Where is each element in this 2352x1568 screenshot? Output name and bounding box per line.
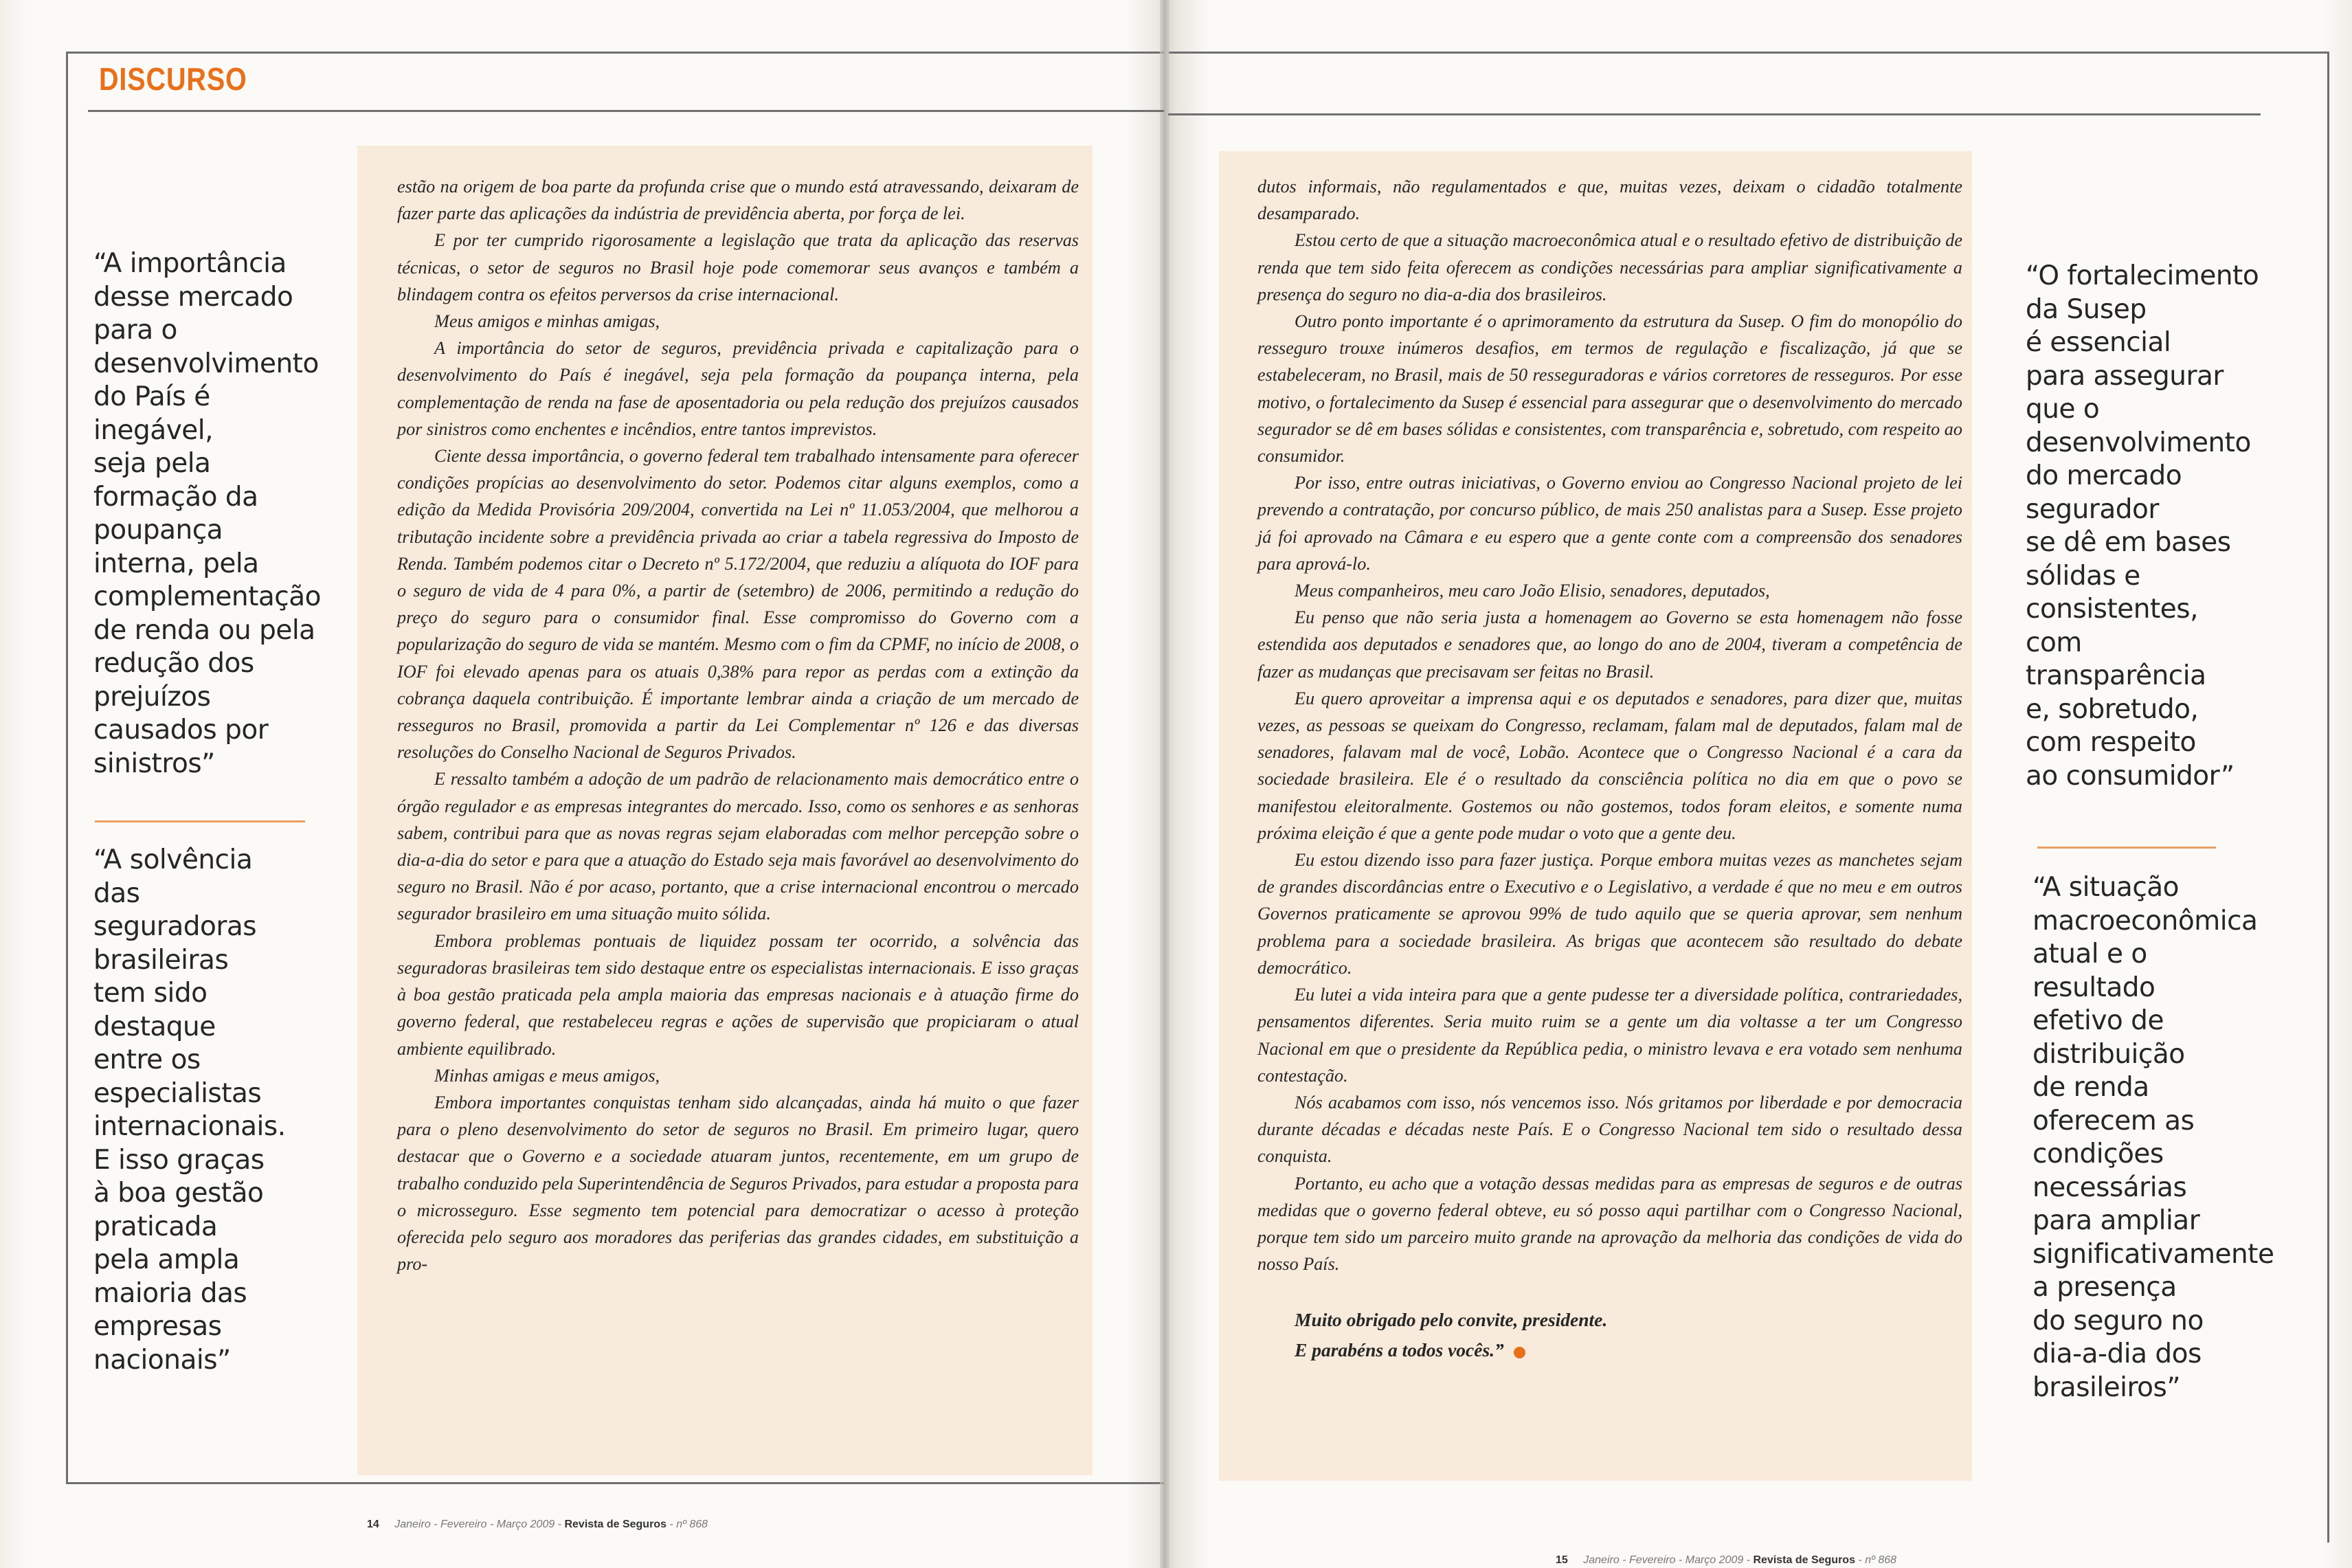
quote-line: com respeito <box>2026 727 2196 758</box>
quote-line: brasileiros” <box>2032 1371 2181 1403</box>
article-paragraph: Embora importantes conquistas tenham sido alcançadas, ainda há muito o que fazer para o pleno desenvolvimento do setor de seguros no Brasil. Em primeiro lugar, quero destacar que o Governo e a sociedade atuaram juntos, recentemente, em um grupo de trabalho conduzido pela Superintendência de Seguros Privados, para estudar a proposta para o microsseguro. Esse segmento tem potencial para democratizar o acesso à proteção oferecida pelo seguro aos moradores das periferias das grandes cidades, em substituição a pro- <box>397 1092 1079 1275</box>
article-paragraph: Eu lutei a vida inteira para que a gente pudesse ter a diversidade política, contrariedades, pensamentos diferentes. Seria muito ruim se a gente um dia voltasse a ter um Congresso Nacional em que o presidente da República pedia, o ministro levava e era votado sem nenhuma contestação. <box>1257 985 1962 1086</box>
quote-line: destaque <box>93 1011 216 1042</box>
quote-line: a presença <box>2032 1272 2177 1303</box>
quote-line: praticada <box>93 1211 218 1242</box>
quote-line: do seguro no <box>2032 1305 2204 1336</box>
footer-left <box>367 1519 708 1531</box>
article-paragraph: Ciente dessa importância, o governo federal tem trabalhado intensamente para oferecer condições propícias ao desenvolvimento do setor. Podemos citar alguns exemplos, como a edição da Medida Provisória 209/2004, convertida na Lei nº 11.053/2004, que melhorou a tributação incidente sobre a previdência privada ao criar a tabela regressiva do Imposto de Renda. Também podemos citar o Decreto nº 5.172/2004, que reduziu a alíquota do IOF para o seguro de vida de 4 para 0%, a partir de (setembro) de 2006, permitindo a redução do preço do seguro para o consumidor final. Esse compromisso do Governo com a popularização do seguro de vida se mantém. Mesmo com o fim da CPMF, no início de 2008, o IOF foi elevado apenas para os atuais 0,38% para repor as perdas com a extinção da cobrança daquela contribuição. É importante lembrar ainda a criação de um mercado de resseguros no Brasil, promovida a partir da Lei Complementar nº 126 e das diversas resoluções do Conselho Nacional de Seguros Privados. <box>397 446 1079 763</box>
quote-line: especialistas <box>93 1077 262 1109</box>
quote-divider-right <box>2037 847 2216 849</box>
footer-right <box>1556 1554 1896 1567</box>
closing-line-1: Muito obrigado pelo convite, presidente. <box>1295 1309 1608 1331</box>
page-number-left: 14 <box>367 1519 379 1530</box>
quote-line: seja pela <box>93 448 211 479</box>
article-paragraph: Portanto, eu acho que a votação dessas medidas para as empresas de seguros e de outras medidas que o governo federal obteve, eu só posso aqui partilhar com o Congresso Nacional, porque tem sido um parceiro muito grande na aprovação da melhoria das condições de vida do nosso País. <box>1257 1173 1962 1275</box>
quote-line: “A situação <box>2032 872 2180 903</box>
article-paragraph: Eu estou dizendo isso para fazer justiça. Porque embora muitas vezes as manchetes sejam de grandes discordâncias entre o Executivo e o Legislativo, a verdade é que no meu e em outros Governos praticamente se aprovou 99% de tudo aquilo que se queria aprovar, sem nenhum problema para a sociedade brasileira. As brigas que acontecem são resultado do debate democrático. <box>1257 850 1962 978</box>
quote-line: de renda <box>2032 1072 2149 1103</box>
quote-line: poupança <box>93 515 223 546</box>
article-paragraph: Por isso, entre outras iniciativas, o Governo enviou ao Congresso Nacional projeto de lei prevendo a contratação, por concurso público, de mais 250 analistas para a Susep. Esse projeto já foi aprovado na Câmara e eu espero que a gente conte com a compreensão dos senadores para aprová-lo. <box>1257 473 1962 574</box>
quote-line: e, sobretudo, <box>2026 693 2199 725</box>
article-paragraph: Embora problemas pontuais de liquidez possam ter ocorrido, a solvência das seguradoras brasileiras tem sido destaque entre os especialistas internacionais. E isso graças à boa gestão praticada pela ampla maioria das empresas nacionais e à atuação firme do governo federal, que restabeleceu regras e ações de supervisão que propiciaram o atual ambiente equilibrado. <box>397 930 1079 1059</box>
quote-line: maioria das <box>93 1277 247 1309</box>
article-paragraph: Meus amigos e minhas amigas, <box>434 311 660 332</box>
quote-line: brasileiras <box>93 944 229 976</box>
quote-line: desenvolvimento <box>93 348 319 379</box>
article-paragraph: Meus companheiros, meu caro João Elisio, senadores, deputados, <box>1295 581 1770 601</box>
quote-line: para ampliar <box>2032 1205 2200 1236</box>
quote-line: transparência <box>2026 660 2206 691</box>
quote-line: nacionais” <box>93 1344 231 1376</box>
page-number-right: 15 <box>1556 1554 1568 1566</box>
quote-line: entre os <box>93 1044 201 1075</box>
quote-line: do mercado <box>2026 460 2182 491</box>
quote-line: das <box>93 877 140 909</box>
quote-line: significativamente <box>2032 1238 2274 1270</box>
article-paragraph: E por ter cumprido rigorosamente a legislação que trata da aplicação das reservas técnicas, o setor de seguros no Brasil hoje pode comemorar seus avanços e também a blindagem contra os efeitos perversos da crise internacional. <box>397 230 1079 304</box>
quote-line: ao consumidor” <box>2026 760 2235 792</box>
footer-left-date: Janeiro - Fevereiro - Março 2009 - <box>394 1519 562 1530</box>
footer-right-issue: - nº 868 <box>1858 1554 1897 1566</box>
quote-line: internacionais. <box>93 1111 286 1142</box>
quote-line: sólidas e <box>2026 560 2140 592</box>
pull-quote-susep <box>2026 260 2314 793</box>
header-rule-left <box>88 110 1164 112</box>
quote-line: efetivo de <box>2032 1005 2164 1036</box>
quote-line: formação da <box>93 481 258 513</box>
article-column-right <box>1257 173 1962 1365</box>
quote-line: sinistros” <box>93 748 215 779</box>
quote-line: interna, pela <box>93 548 259 579</box>
quote-line: E isso graças <box>93 1144 265 1176</box>
quote-line: da Susep <box>2026 293 2147 325</box>
quote-line: desse mercado <box>93 281 293 313</box>
quote-line: resultado <box>2032 972 2155 1003</box>
quote-line: inegável, <box>93 414 214 446</box>
quote-line: desenvolvimento <box>2026 427 2251 458</box>
pull-quote-macroeconomic <box>2032 871 2321 1404</box>
quote-line: com <box>2026 627 2082 658</box>
quote-line: que o <box>2026 394 2100 425</box>
article-paragraph: Eu quero aproveitar a imprensa aqui e os deputados e senadores, para dizer que, muitas vezes, as pessoas se queixam do Congresso, reclamam, falam mal de deputados, falam mal de senadores, falavam mal de você, Lobão. Acontece que o Congresso Nacional é a cara da sociedade brasileira. Ele é o resultado da consciência política no dia em que o povo se manifestou eleitoralmente. Gostemos ou não gostemos, todos foram eleitos, e somente numa próxima eleição é que a gente pode mudar o voto que a gente deu. <box>1257 688 1962 843</box>
article-column-left <box>397 173 1079 1277</box>
end-bullet-icon <box>1514 1347 1525 1358</box>
quote-line: segurador <box>2026 493 2159 525</box>
quote-line: para assegurar <box>2026 360 2224 392</box>
quote-line: de renda ou pela <box>93 614 315 646</box>
closing-remarks <box>1257 1305 1962 1365</box>
quote-line: do País é <box>93 381 210 412</box>
article-paragraph: Minhas amigas e meus amigos, <box>434 1065 660 1086</box>
quote-line: “A importância <box>93 248 287 279</box>
footer-right-date: Janeiro - Fevereiro - Março 2009 - <box>1583 1554 1751 1566</box>
article-paragraph: dutos informais, não regulamentados e que, muitas vezes, deixam o cidadão totalmente desamparado. <box>1257 177 1962 224</box>
quote-divider-left <box>95 820 305 822</box>
footer-left-magazine: Revista de Seguros <box>564 1519 667 1530</box>
quote-line: “O fortalecimento <box>2026 260 2259 291</box>
quote-line: se dê em bases <box>2026 527 2231 558</box>
quote-line: para o <box>93 315 177 346</box>
quote-line: necessárias <box>2032 1172 2187 1203</box>
section-label: DISCURSO <box>99 61 247 97</box>
quote-line: causados por <box>93 715 269 746</box>
quote-line: consistentes, <box>2026 594 2198 625</box>
article-paragraph: Nós acabamos com isso, nós vencemos isso. Nós gritamos por liberdade e por democracia durante décadas e décadas neste País. E o Congresso Nacional tem sido o resultado dessa conquista. <box>1257 1092 1962 1167</box>
quote-line: dia-a-dia dos <box>2032 1339 2202 1369</box>
quote-line: pela ampla <box>93 1244 240 1275</box>
quote-line: complementação <box>93 581 321 612</box>
footer-left-issue: - nº 868 <box>669 1519 708 1530</box>
quote-line: atual e o <box>2032 939 2147 970</box>
quote-line: redução dos <box>93 648 254 679</box>
article-paragraph: estão na origem de boa parte da profunda crise que o mundo está atravessando, deixaram de fazer parte das aplicações da indústria de previdência aberta, por força de lei. <box>397 177 1079 224</box>
article-column-right-body <box>1257 173 1962 1277</box>
quote-line: oferecem as <box>2032 1105 2195 1136</box>
quote-line: é essencial <box>2026 327 2171 358</box>
quote-line: empresas <box>93 1311 222 1342</box>
article-paragraph: Estou certo de que a situação macroeconômica atual e o resultado efetivo de distribuição de renda que tem sido feita oferecem as condições necessárias para ampliar significativamente a presença do seguro no dia-a-dia dos brasileiros. <box>1257 230 1962 304</box>
quote-line: prejuízos <box>93 681 211 713</box>
quote-line: macroeconômica <box>2032 905 2258 937</box>
quote-line: tem sido <box>93 978 208 1009</box>
quote-line: à boa gestão <box>93 1178 264 1209</box>
quote-line: “A solvência <box>93 844 253 875</box>
header-rule-right <box>1168 113 2261 115</box>
footer-right-magazine: Revista de Seguros <box>1753 1554 1855 1566</box>
magazine-spine <box>1160 0 1169 1568</box>
quote-line: condições <box>2032 1139 2164 1169</box>
quote-line: seguradoras <box>93 911 257 942</box>
article-paragraph: A importância do setor de seguros, previdência privada e capitalização para o desenvolvimento do País é inegável, seja pela formação da poupança interna, pela complementação de renda na fase de aposentadoria ou pela redução dos prejuízos causados por sinistros como enchentes e incêndios, entre tantos imprevistos. <box>397 338 1079 439</box>
article-paragraph: Outro ponto importante é o aprimoramento da estrutura da Susep. O fim do monopólio do resseguro trouxe inúmeros desafios, em termos de regulação e fiscalização, já que se estabeleceram, no Brasil, mais de 50 resseguradoras e vários corretores de resseguros. Por esse motivo, o fortalecimento da Susep é essencial para assegurar que o desenvolvimento do mercado segurador se dê em bases sólidas e consistentes, com transparência e, sobretudo, com respeito ao consumidor. <box>1257 311 1962 467</box>
article-paragraph: Eu penso que não seria justa a homenagem ao Governo se esta homenagem não fosse estendida aos deputados e senadores que, ao longo do ano de 2004, tiveram a competência de fazer as mudanças que precisavam ser feitas no Brasil. <box>1257 607 1962 682</box>
closing-line-2: E parabéns a todos vocês.” <box>1295 1339 1504 1361</box>
article-paragraph: E ressalto também a adoção de um padrão de relacionamento mais democrático entre o órgão regulador e as empresas integrantes do mercado. Isso, como os senhores e as senhoras sabem, contribui para que as novas regras sejam elaboradas com melhor percepção sobre o dia-a-dia do setor e para que a atuação do Estado seja mais favorável ao desenvolvimento do seguro no Brasil. Não é por acaso, portanto, que a crise internacional encontrou o mercado segurador brasileiro em uma situação muito sólida. <box>397 769 1079 924</box>
pull-quote-importance <box>93 247 355 781</box>
pull-quote-solvency <box>93 844 361 1377</box>
quote-line: distribuição <box>2032 1038 2185 1070</box>
